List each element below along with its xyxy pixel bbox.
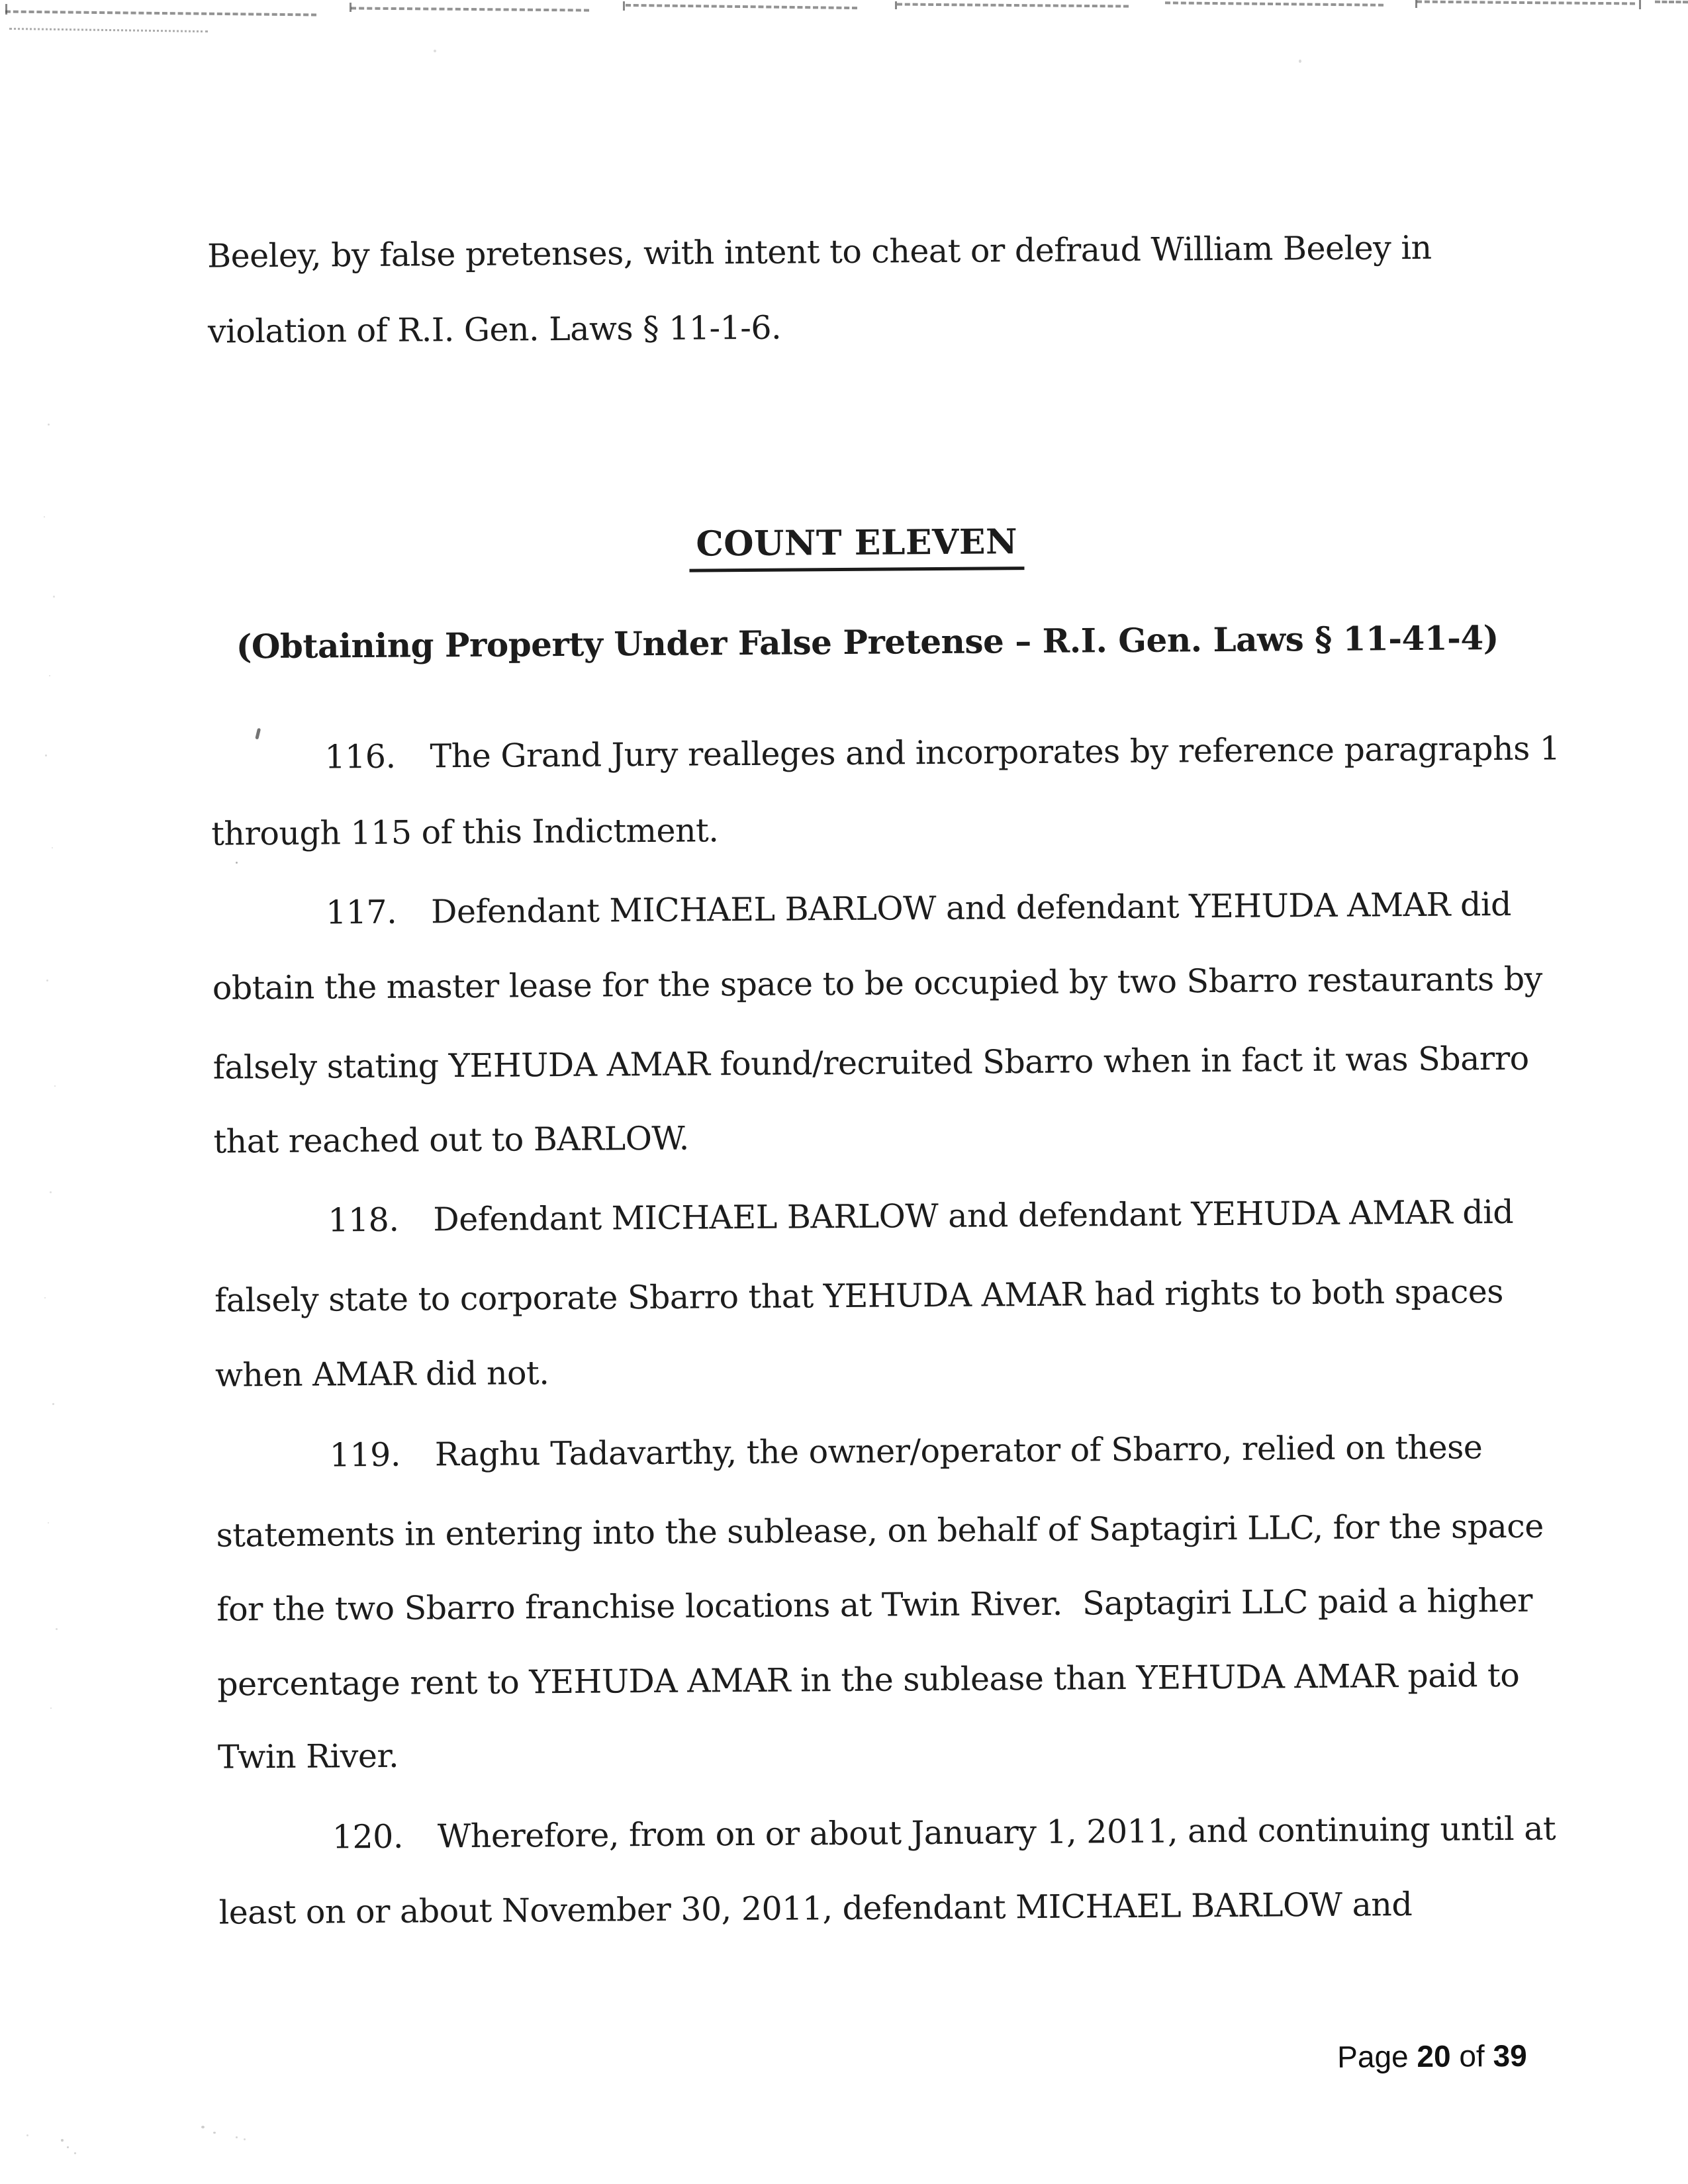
line-text: Raghu Tadavarthy, the owner/operator of Sbarro, relied on these	[434, 1428, 1483, 1474]
line-text: falsely stating YEHUDA AMAR found/recruited Sbarro when in fact it was Sbarro	[212, 1039, 1529, 1087]
document-line	[207, 229, 1432, 277]
document-line	[216, 1508, 1543, 1556]
document-line	[213, 1040, 1529, 1088]
line-text: Twin River.	[217, 1737, 399, 1776]
paragraph-number: 118.	[328, 1201, 399, 1240]
document-line	[326, 886, 1511, 933]
paragraph-number: 119.	[329, 1435, 401, 1475]
document-line	[218, 1737, 399, 1778]
line-text: when AMAR did not.	[214, 1354, 549, 1394]
line-text: that reached out to BARLOW.	[213, 1119, 689, 1161]
count-subtitle-row	[23, 617, 1688, 668]
line-text: for the two Sbarro franchise locations at Twin River. Saptagiri LLC paid a higher	[216, 1581, 1533, 1629]
line-text: violation of R.I. Gen. Laws § 11-1-6.	[207, 308, 782, 351]
line-text: Defendant MICHAEL BARLOW and defendant YEHUDA AMAR did	[430, 885, 1512, 931]
line-text: Wherefore, from on or about January 1, 2011, and continuing until at	[437, 1809, 1556, 1856]
footer-page-word: Page	[1337, 2039, 1409, 2074]
document-line	[211, 811, 718, 854]
count-heading: COUNT ELEVEN	[689, 522, 1024, 572]
footer-of-word: of	[1459, 2038, 1485, 2073]
document-line	[217, 1657, 1519, 1705]
line-text: percentage rent to YEHUDA AMAR in the sublease than YEHUDA AMAR paid to	[217, 1656, 1520, 1704]
document-line	[216, 1582, 1532, 1630]
document-line	[215, 1354, 549, 1395]
page-footer	[1337, 2038, 1527, 2075]
count-heading-row	[13, 517, 1688, 577]
line-text: Defendant MICHAEL BARLOW and defendant YEHUDA AMAR did	[433, 1193, 1514, 1239]
paragraph-number: 117.	[325, 893, 397, 932]
document-line	[214, 1273, 1503, 1320]
count-subtitle: (Obtaining Property Under False Pretense – R.I. Gen. Laws § 11-41-4)	[236, 618, 1499, 666]
line-text: Beeley, by false pretenses, with intent to cheat or defraud William Beeley in	[207, 228, 1432, 275]
document-line	[212, 960, 1542, 1009]
document-line	[332, 1810, 1556, 1858]
scan-stray-mark	[255, 728, 261, 740]
line-text: least on or about November 30, 2011, defendant MICHAEL BARLOW and	[218, 1886, 1413, 1932]
document-line	[328, 1193, 1513, 1240]
document-line	[208, 309, 782, 352]
line-text: obtain the master lease for the space to be occupied by two Sbarro restaurants by	[212, 960, 1542, 1007]
total-pages: 39	[1493, 2038, 1527, 2073]
document-line	[330, 1428, 1483, 1475]
document-line	[218, 1886, 1412, 1933]
paragraph-number: 116.	[324, 737, 396, 776]
paragraph-number: 120.	[332, 1817, 404, 1856]
line-text: falsely state to corporate Sbarro that YEHUDA AMAR had rights to both spaces	[214, 1273, 1504, 1320]
line-text: The Grand Jury realleges and incorporates by reference paragraphs 1	[430, 729, 1560, 776]
line-text: statements in entering into the sublease, on behalf of Saptagiri LLC, for the space	[216, 1507, 1544, 1555]
page-number: 20	[1417, 2038, 1451, 2073]
line-text: through 115 of this Indictment.	[211, 811, 719, 853]
document-line	[213, 1120, 689, 1162]
document-line	[324, 729, 1560, 777]
